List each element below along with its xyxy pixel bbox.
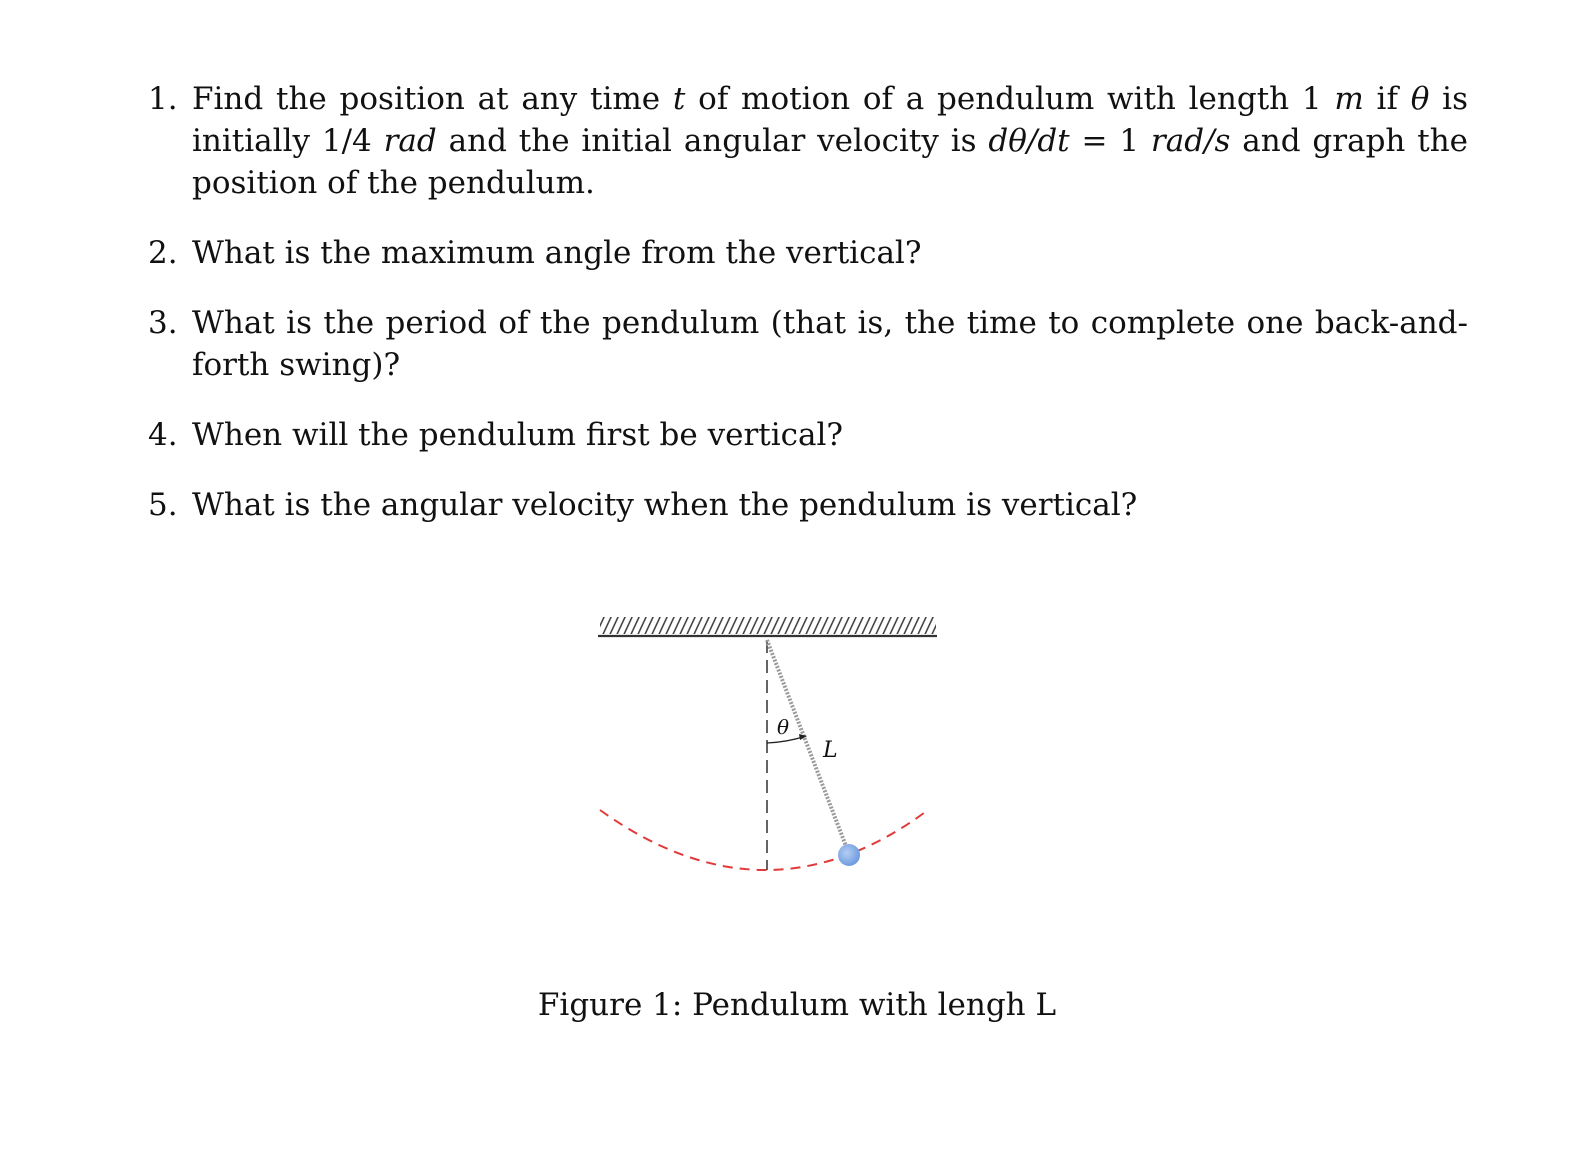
problem-5 [148,484,1468,526]
problem-number: 2. [148,235,178,271]
math-rad-per-s: rad/s [1150,123,1231,159]
problem-4 [148,414,1468,456]
problem-number: 4. [148,417,178,453]
swing-arc [600,810,928,870]
pendulum-figure [560,600,980,900]
ceiling-hatch [600,617,936,634]
problem-list [148,78,1468,554]
length-label: L [823,738,838,763]
problem-text: Find the position at any time [192,81,673,117]
problem-number: 3. [148,305,178,341]
math-rad: rad [383,123,437,159]
problem-text: is initially 1/4 [192,81,1468,159]
problem-text: and the initial angular velocity is [436,123,989,159]
problem-2 [148,232,1468,274]
problem-text: = 1 [1069,123,1151,159]
problem-text: What is the maximum angle from the vertical? [192,235,922,271]
theta-label: θ [777,715,790,739]
problem-text: and graph the position of the pendulum. [192,123,1469,201]
problem-1 [148,78,1468,204]
math-theta: θ [1410,81,1430,117]
problem-number: 5. [148,487,178,523]
problem-3 [148,302,1468,386]
math-dtheta-dt: dθ/dt [988,123,1070,159]
pendulum-bob [838,844,860,866]
math-t: t [672,81,686,117]
figure-caption: Figure 1: Pendulum with lengh L [537,987,1057,1023]
problem-number: 1. [148,81,178,117]
problem-text: if [1363,81,1411,117]
problem-text: What is the angular velocity when the pendulum is vertical? [192,487,1138,523]
problem-text: What is the period of the pendulum (that is, the time to complete one back-and-forth swing)? [192,305,1468,383]
problem-text: When will the pendulum first be vertical? [192,417,844,453]
math-m: m [1334,81,1364,117]
problem-text: of motion of a pendulum with length 1 [685,81,1335,117]
ceiling [598,617,937,636]
